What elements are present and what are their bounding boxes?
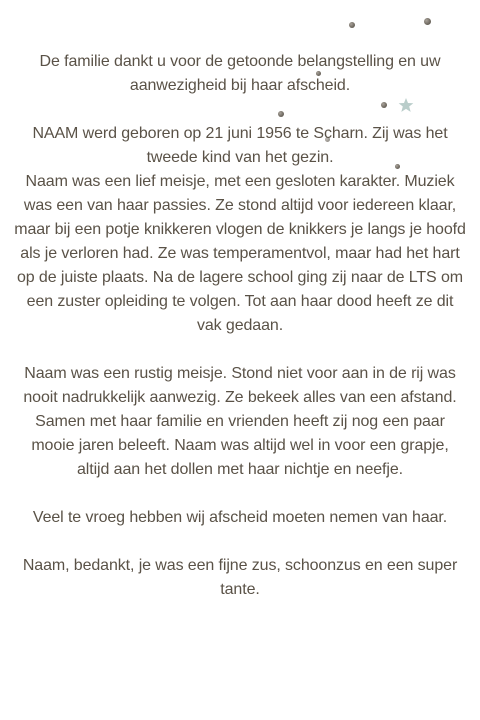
- paragraph-character: [14, 362, 466, 482]
- paragraph-text: Veel te vroeg hebben wij afscheid moeten nemen van haar.: [32, 509, 448, 526]
- paragraph-text: Naam was een lief meisje, met een gesloten karakter. Muziek was een van haar passies. Ze stond altijd voor iedereen klaar, maar bij een potje knikkeren vlogen de knikkers je langs je hoofd als je verloren had. Ze was temperamentvol, maar had het hart op de juiste plaats. Na de lagere school ging zij naar de LTS om een zuster opleiding te volgen. Tot aan haar dood heeft ze dit vak gedaan.: [14, 173, 466, 334]
- paragraph-closing: [14, 554, 466, 602]
- paragraph-text: NAAM werd geboren op 21 juni 1956 te Scharn. Zij was het tweede kind van het gezin.: [32, 125, 448, 166]
- paragraph-biography: [14, 122, 466, 338]
- paragraph-text: Naam was een rustig meisje. Stond niet voor aan in de rij was nooit nadrukkelijk aanwezig. Ze bekeek alles van een afstand. Samen met haar familie en vrienden heeft zij nog een paar mooie jaren beleeft. Naam was altijd wel in voor een grapje, altijd aan het dollen met haar nichtje en neefje.: [23, 365, 457, 478]
- letter-body: [14, 50, 466, 626]
- paragraph-farewell: [14, 506, 466, 530]
- paragraph-text: Naam, bedankt, je was een fijne zus, schoonzus en een super tante.: [22, 557, 458, 598]
- paragraph-thanks: [14, 50, 466, 98]
- confetti-dot-icon: [424, 18, 431, 25]
- confetti-dot-icon: [349, 22, 355, 28]
- paragraph-text: De familie dankt u voor de getoonde belangstelling en uw aanwezigheid bij haar afscheid.: [39, 53, 441, 94]
